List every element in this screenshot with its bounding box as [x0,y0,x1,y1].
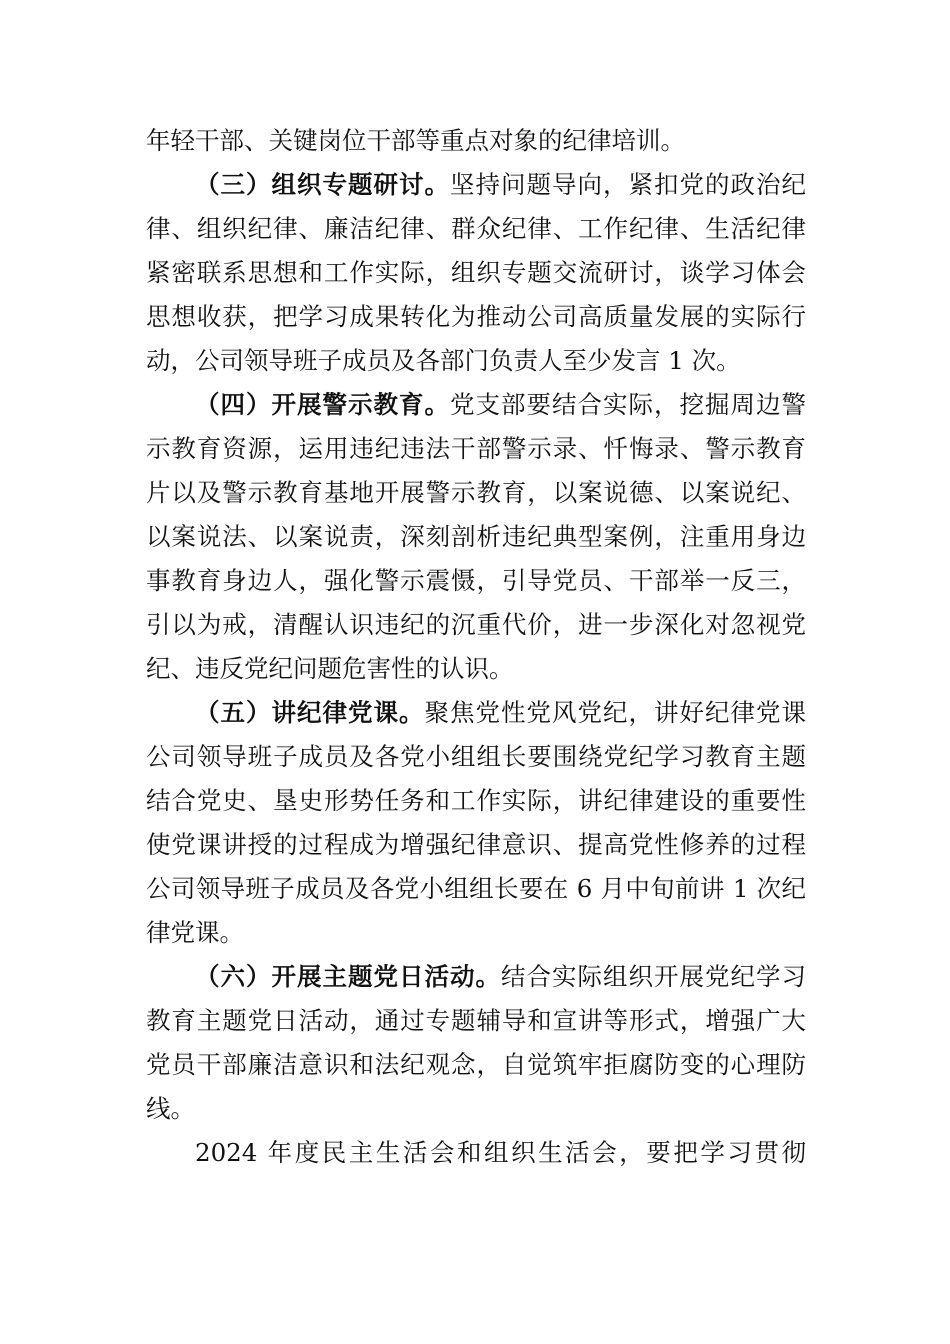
text-line: 律、组织纪律、廉洁纪律、群众纪律、工作纪律、生活纪律 [146,214,806,243]
text-line: 结合党史、垦史形势任务和工作实际，讲纪律建设的重要性 [146,786,806,815]
text-line: 片以及警示教育基地开展警示教育，以案说德、以案说纪、 [146,478,806,507]
heading-line: （六）开展主题党日活动。结合实际组织开展党纪学习 [195,962,806,991]
heading-line: （四）开展警示教育。党支部要结合实际，挖掘周边警 [195,390,806,419]
text-line: 使党课讲授的过程成为增强纪律意识、提高党性修养的过程 [146,830,806,859]
text-line: 党员干部廉洁意识和法纪观念，自觉筑牢拒腐防变的心理防 [146,1050,806,1079]
heading-line: （三）组织专题研讨。坚持问题导向，紧扣党的政治纪 [195,170,806,199]
text-line: 年轻干部、关键岗位干部等重点对象的纪律培训。 [146,126,685,155]
text-line: 示教育资源，运用违纪违法干部警示录、忏悔录、警示教育 [146,434,806,463]
text-line: 思想收获，把学习成果转化为推动公司高质量发展的实际行 [146,302,806,331]
text-line: 动，公司领导班子成员及各部门负责人至少发言 1 次。 [146,346,741,375]
heading-line: （五）讲纪律党课。聚焦党性党风党纪，讲好纪律党课 [195,698,806,727]
text-line: 以案说法、以案说责，深刻剖析违纪典型案例，注重用身边 [146,522,806,551]
text-line: 公司领导班子成员及各党小组组长要在 6 月中旬前讲 1 次纪 [146,874,806,903]
text-line: 律党课。 [146,918,244,947]
text-line: 公司领导班子成员及各党小组组长要围绕党纪学习教育主题 [146,742,806,771]
text-line: 线。 [146,1094,195,1123]
text-line: 教育主题党日活动，通过专题辅导和宣讲等形式，增强广大 [146,1006,806,1035]
text-line: 紧密联系思想和工作实际，组织专题交流研讨，谈学习体会 [146,258,806,287]
text-line: 引以为戒，清醒认识违纪的沉重代价，进一步深化对忽视党 [146,610,806,639]
text-line: 纪、违反党纪问题危害性的认识。 [146,654,514,683]
text-line: 2024 年度民主生活会和组织生活会，要把学习贯彻 [195,1138,806,1167]
text-line: 事教育身边人，强化警示震慑，引导党员、干部举一反三， [146,566,806,595]
